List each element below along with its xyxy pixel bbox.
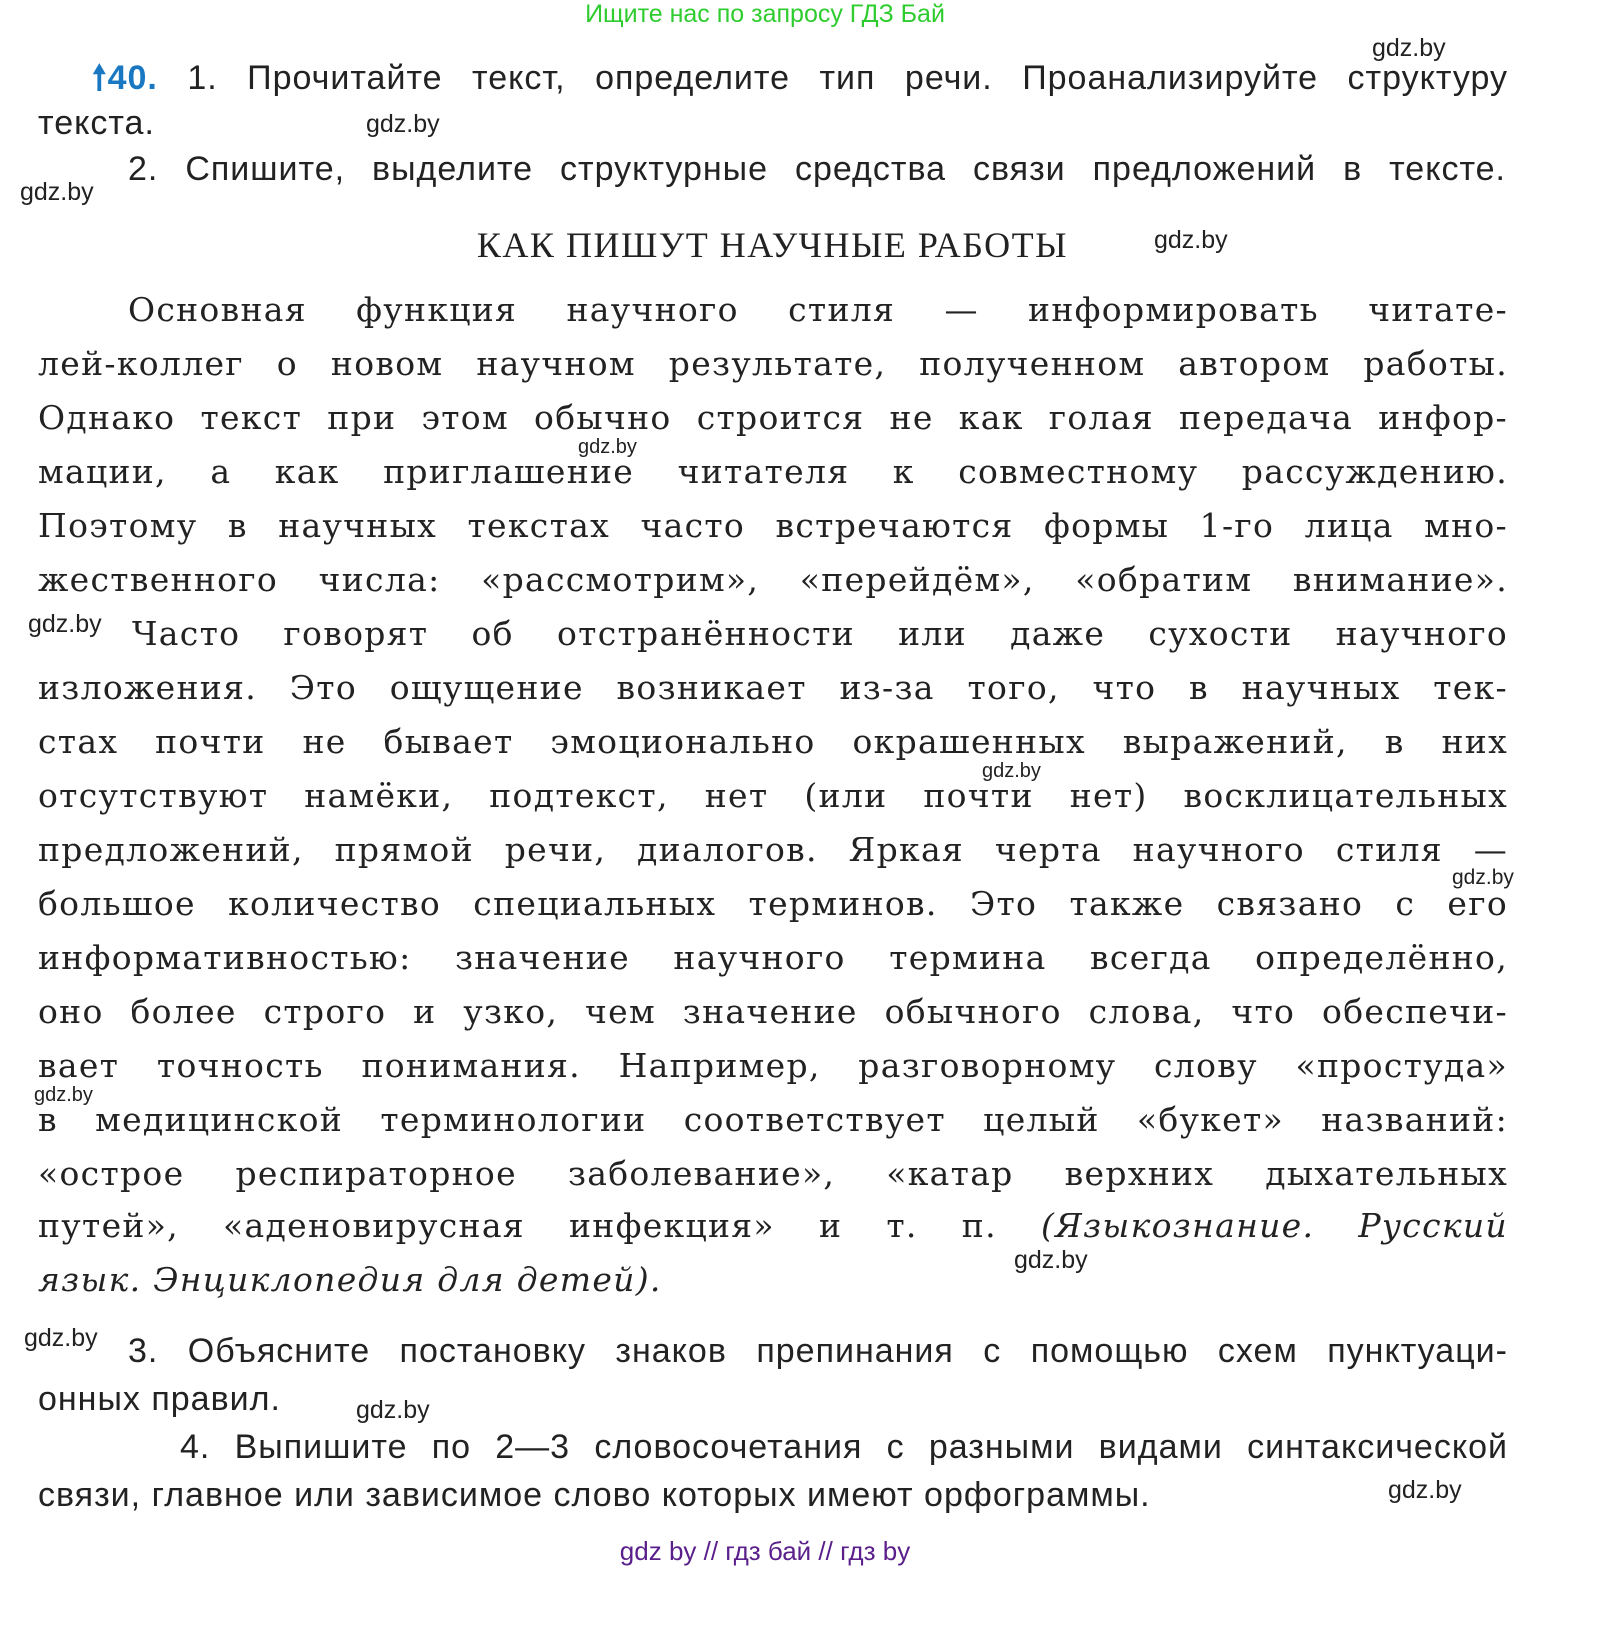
body-line: большое количество специальных терминов. Это также связано с его [38, 884, 1508, 923]
body-line: вает точность понимания. Например, разговорному слову «простуда» [38, 1046, 1508, 1085]
task4-line: 4. Выпишите по 2—3 словосочетания с разными видами синтаксической [180, 1428, 1508, 1466]
top-banner: Ищите нас по запросу ГДЗ Бай [585, 0, 945, 28]
body-line: информативностью: значение научного термина всегда определённо, [38, 938, 1508, 977]
watermark: gdz.by [1372, 34, 1446, 62]
source-citation: (Языкознание. Русский [1040, 1206, 1508, 1245]
up-arrow-icon: 🠕 [92, 59, 108, 97]
body-line: Однако текст при этом обычно строится не как голая передача инфор- [38, 398, 1508, 437]
body-line: Часто говорят об отстранённости или даже сухости научного [132, 614, 1508, 653]
watermark: gdz.by [578, 436, 637, 458]
watermark: gdz.by [1452, 866, 1514, 889]
watermark: gdz.by [366, 110, 440, 138]
body-line: Основная функция научного стиля — информировать читате- [128, 290, 1508, 329]
body-line: Поэтому в научных текстах часто встречаются формы 1-го лица мно- [38, 506, 1508, 545]
body-line: «острое респираторное заболевание», «катар верхних дыхательных [38, 1154, 1508, 1193]
body-line [38, 1260, 1508, 1299]
task4-line: связи, главное или зависимое слово которых имеют орфограммы. [38, 1476, 1151, 1514]
watermark: gdz.by [356, 1396, 430, 1424]
footer-links: gdz by // гдз бай // гдз by [619, 1536, 911, 1566]
task2-text: 2. Спишите, выделите структурные средства связи предложений в тексте. [128, 150, 1506, 188]
text-title: КАК ПИШУТ НАУЧНЫЕ РАБОТЫ [476, 225, 1069, 265]
task1-line: текста. [38, 104, 155, 142]
body-line: стах почти не бывает эмоционально окрашенных выражений, в них [38, 722, 1508, 761]
watermark: gdz.by [20, 178, 94, 206]
body-line: жественного числа: «рассмотрим», «перейдём», «обратим внимание». [38, 560, 1508, 599]
watermark: gdz.by [1154, 226, 1228, 254]
watermark: gdz.by [24, 1324, 98, 1352]
watermark: gdz.by [1014, 1246, 1088, 1274]
exercise-number: 40. [107, 59, 158, 97]
body-line: отсутствуют намёки, подтекст, нет (или почти нет) восклицательных [38, 776, 1508, 815]
body-line: оно более строго и узко, чем значение обычного слова, что обеспечи- [38, 992, 1508, 1031]
body-line: лей-коллег о новом научном результате, полученном автором работы. [38, 344, 1508, 383]
watermark: gdz.by [28, 610, 102, 638]
task3-line: 3. Объясните постановку знаков препинания с помощью схем пунктуаци- [128, 1332, 1508, 1370]
body-line: предложений, прямой речи, диалогов. Яркая черта научного стиля — [38, 830, 1508, 869]
body-line: мации, а как приглашение читателя к совместному рассуждению. [38, 452, 1508, 491]
task3-line: онных правил. [38, 1380, 281, 1418]
body-text: путей», «аденовирусная инфекция» и т. п. [38, 1206, 997, 1245]
watermark: gdz.by [1388, 1476, 1462, 1504]
task1-text: 1. Прочитайте текст, определите тип речи. Проанализируйте структуру [187, 59, 1508, 97]
body-line: изложения. Это ощущение возникает из-за того, что в научных тек- [38, 668, 1508, 707]
body-line: в медицинской терминологии соответствует целый «букет» названий: [38, 1100, 1508, 1139]
task1-line [92, 54, 1508, 111]
watermark: gdz.by [982, 760, 1041, 782]
body-line [38, 1206, 1508, 1245]
watermark: gdz.by [34, 1084, 93, 1106]
source-citation: язык. Энциклопедия для детей). [38, 1260, 662, 1299]
